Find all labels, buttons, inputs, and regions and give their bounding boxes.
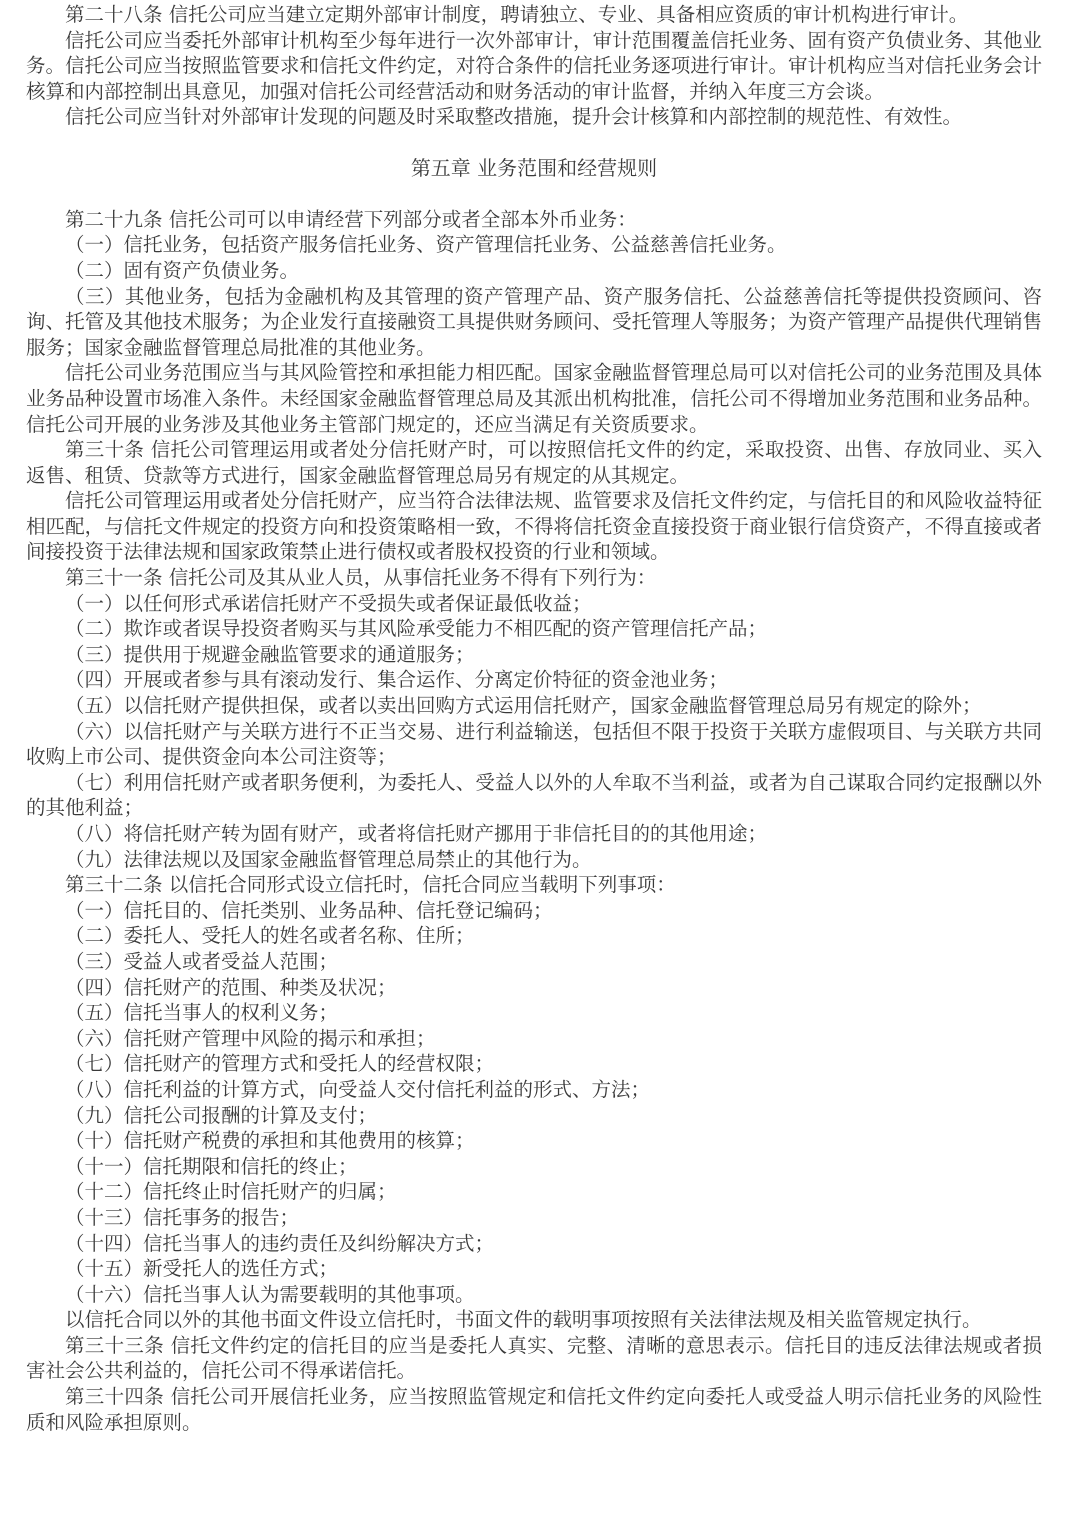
paragraph: （三）其他业务，包括为金融机构及其管理的资产管理产品、资产服务信托、公益慈善信托等提供投资顾问、咨询、托管及其他技术服务；为企业发行直接融资工具提供财务顾问、受托管理人等服务；为资产管理产品提供代理销售服务；国家金融监督管理总局批准的其他业务。 — [26, 284, 1042, 359]
paragraph: 第三十条 信托公司管理运用或者处分信托财产时，可以按照信托文件的约定，采取投资、出售、存放同业、买入返售、租赁、贷款等方式进行，国家金融监督管理总局另有规定的从其规定。 — [26, 438, 1042, 487]
paragraph: （一）以任何形式承诺信托财产不受损失或者保证最低收益； — [65, 591, 592, 615]
paragraph: 第三十四条 信托公司开展信托业务，应当按照监管规定和信托文件约定向委托人或受益人明示信托业务的风险性质和风险承担原则。 — [26, 1385, 1042, 1434]
spacer — [26, 130, 1042, 156]
paragraph: （十四）信托当事人的违约责任及纠纷解决方式； — [65, 1231, 495, 1255]
paragraph: （六）以信托财产与关联方进行不正当交易、进行利益输送，包括但不限于投资于关联方虚假项目、与关联方共同收购上市公司、提供资金向本公司注资等； — [26, 719, 1042, 769]
paragraph: 第二十九条 信托公司可以申请经营下列部分或者全部本外币业务： — [65, 207, 637, 231]
paragraph: （二）固有资产负债业务。 — [65, 258, 300, 282]
paragraph: （十）信托财产税费的承担和其他费用的核算； — [65, 1129, 475, 1153]
paragraph: （五）信托当事人的权利义务； — [65, 1001, 339, 1025]
paragraph: （二）委托人、受托人的姓名或者名称、住所； — [65, 924, 475, 948]
paragraph: （四）信托财产的范围、种类及状况； — [65, 975, 397, 999]
paragraph: （九）信托公司报酬的计算及支付； — [65, 1103, 378, 1127]
paragraph: （七）信托财产的管理方式和受托人的经营权限； — [65, 1052, 495, 1076]
chapter-title: 第五章 业务范围和经营规则 — [410, 155, 658, 180]
paragraph: （八）将信托财产转为固有财产，或者将信托财产挪用于非信托目的的其他用途； — [65, 822, 768, 845]
paragraph: （十一）信托期限和信托的终止； — [65, 1154, 358, 1178]
paragraph: 第三十二条 以信托合同形式设立信托时，信托合同应当载明下列事项： — [65, 873, 676, 897]
paragraph: （十五）新受托人的选任方式； — [65, 1257, 339, 1281]
paragraph: （三）提供用于规避金融监管要求的通道服务； — [65, 642, 475, 666]
paragraph: 信托公司应当针对外部审计发现的问题及时采取整改措施，提升会计核算和内部控制的规范性、有效性。 — [65, 105, 963, 129]
paragraph: （九）法律法规以及国家金融监督管理总局禁止的其他行为。 — [65, 847, 592, 871]
paragraph: （二）欺诈或者误导投资者购买与其风险承受能力不相匹配的资产管理信托产品； — [65, 617, 768, 641]
article-body — [26, 207, 1042, 1436]
paragraph: 第三十三条 信托文件约定的信托目的应当是委托人真实、完整、清晰的意思表示。信托目的违反法律法规或者损害社会公共利益的，信托公司不得承诺信托。 — [26, 1333, 1042, 1383]
paragraph: 以信托合同以外的其他书面文件设立信托时，书面文件的载明事项按照有关法律法规及相关监管规定执行。 — [65, 1308, 982, 1332]
paragraph: （十二）信托终止时信托财产的归属； — [65, 1180, 397, 1204]
paragraph: 信托公司管理运用或者处分信托财产，应当符合法律法规、监管要求及信托文件约定，与信托目的和风险收益特征相匹配，与信托文件规定的投资方向和投资策略相一致，不得将信托资金直接投资于商业银行信贷资产，不得直接或者间接投资于法律法规和国家政策禁止进行债权或者股权投资的行业和领域。 — [26, 489, 1042, 564]
paragraph: （五）以信托财产提供担保，或者以卖出回购方式运用信托财产，国家金融监督管理总局另有规定的除外； — [65, 694, 982, 718]
spacer — [26, 181, 1042, 207]
paragraph: （六）信托财产管理中风险的揭示和承担； — [65, 1026, 436, 1050]
paragraph: 信托公司应当委托外部审计机构至少每年进行一次外部审计，审计范围覆盖信托业务、固有资产负债业务、其他业务。信托公司应当按照监管要求和信托文件约定，对符合条件的信托业务逐项进行审计。审计机构应当对信托业务会计核算和内部控制出具意见，加强对信托公司经营活动和财务活动的审计监督，并纳入年度三方会谈。 — [26, 28, 1042, 103]
paragraph: （七）利用信托财产或者职务便利，为委托人、受益人以外的人牟取不当利益，或者为自己谋取合同约定报酬以外的其他利益； — [26, 770, 1042, 820]
paragraph: （四）开展或者参与具有滚动发行、集合运作、分离定价特征的资金池业务； — [65, 668, 729, 692]
paragraph: （十三）信托事务的报告； — [65, 1205, 300, 1229]
paragraph: （十六）信托当事人认为需要载明的其他事项。 — [65, 1282, 475, 1306]
paragraph: 第三十一条 信托公司及其从业人员，从事信托业务不得有下列行为： — [65, 566, 657, 590]
paragraph: （一）信托目的、信托类别、业务品种、信托登记编码； — [65, 898, 553, 922]
paragraph: 第二十八条 信托公司应当建立定期外部审计制度，聘请独立、专业、具备相应资质的审计机构进行审计。 — [65, 3, 969, 26]
paragraph: 信托公司业务范围应当与其风险管控和承担能力相匹配。国家金融监督管理总局可以对信托公司的业务范围及具体业务品种设置市场准入条件。未经国家金融监督管理总局及其派出机构批准，信托公司不得增加业务范围和业务品种。信托公司开展的业务涉及其他业务主管部门规定的，还应当满足有关资质要求。 — [26, 361, 1042, 436]
paragraph: （一）信托业务，包括资产服务信托业务、资产管理信托业务、公益慈善信托业务。 — [65, 233, 787, 257]
paragraph: （八）信托利益的计算方式，向受益人交付信托利益的形式、方法； — [65, 1077, 651, 1101]
paragraph: （三）受益人或者受益人范围； — [65, 949, 339, 973]
